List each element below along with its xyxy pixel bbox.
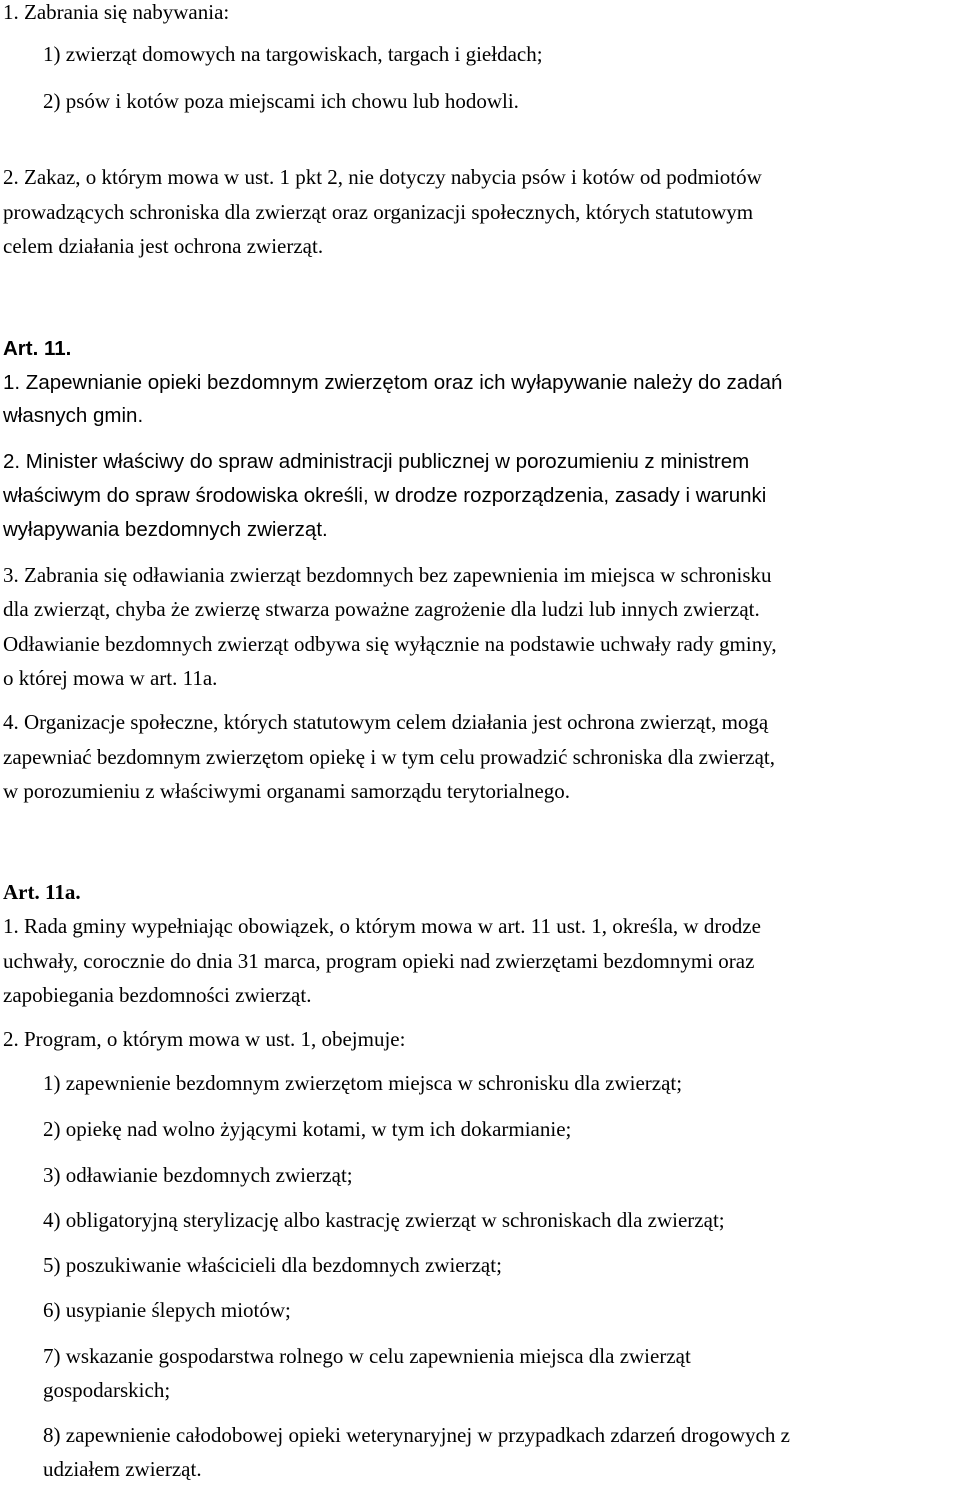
- art10-ust2-line-2: prowadzących schroniska dla zwierząt oraz organizacji społecznych, których statutowym: [3, 200, 754, 224]
- art11-ust2-line-1: 2. Minister właściwy do spraw administracji publicznej w porozumieniu z ministrem: [3, 450, 750, 473]
- art11-ust3-line-1: 3. Zabrania się odławiania zwierząt bezdomnych bez zapewnienia im miejsca w schronisku: [3, 563, 772, 587]
- art11a-ust2-item-1: 1) zapewnienie bezdomnym zwierzętom miejsca w schronisku dla zwierząt;: [43, 1071, 683, 1095]
- art11-ust4-line-1: 4. Organizacje społeczne, których statutowym celem działania jest ochrona zwierząt, mogą: [3, 710, 769, 734]
- art11a-ust2-item-7-cont: gospodarskich;: [43, 1378, 171, 1402]
- art11a-ust1-line-3: zapobiegania bezdomności zwierząt.: [3, 983, 312, 1007]
- art11-ust4-line-2: zapewniać bezdomnym zwierzętom opiekę i w tym celu prowadzić schroniska dla zwierząt,: [3, 745, 776, 769]
- art11-ust3-line-2: dla zwierząt, chyba że zwierzę stwarza poważne zagrożenie dla ludzi lub innych zwierząt.: [3, 597, 760, 621]
- art11-ust2-line-2: właściwym do spraw środowiska określi, w drodze rozporządzenia, zasady i warunki: [3, 484, 767, 507]
- art11-heading: Art. 11.: [3, 337, 72, 360]
- art10-ust2-line-3: celem działania jest ochrona zwierząt.: [3, 234, 324, 258]
- art11a-ust1-line-2: uchwały, corocznie do dnia 31 marca, program opieki nad zwierzętami bezdomnymi oraz: [3, 949, 755, 973]
- art11a-ust2-heading: 2. Program, o którym mowa w ust. 1, obejmuje:: [3, 1027, 406, 1051]
- art11-ust1-line-2: własnych gmin.: [3, 404, 144, 427]
- art11-ust3-line-4: o której mowa w art. 11a.: [3, 666, 218, 690]
- art10-ust1-item-1: 1) zwierząt domowych na targowiskach, targach i giełdach;: [43, 42, 543, 66]
- art11-ust3-line-3: Odławianie bezdomnych zwierząt odbywa się wyłącznie na podstawie uchwały rady gminy,: [3, 632, 777, 656]
- art11a-ust2-item-7: 7) wskazanie gospodarstwa rolnego w celu zapewnienia miejsca dla zwierząt: [43, 1344, 691, 1368]
- art11-ust2-line-3: wyłapywania bezdomnych zwierząt.: [3, 518, 328, 541]
- art11a-ust2-item-3: 3) odławianie bezdomnych zwierząt;: [43, 1163, 353, 1187]
- art11a-ust2-item-5: 5) poszukiwanie właścicieli dla bezdomnych zwierząt;: [43, 1253, 502, 1277]
- art11a-ust2-item-2: 2) opiekę nad wolno żyjącymi kotami, w tym ich dokarmianie;: [43, 1117, 572, 1141]
- art11a-heading: Art. 11a.: [3, 880, 81, 904]
- art10-ust1-heading: 1. Zabrania się nabywania:: [3, 0, 230, 24]
- art10-ust1-item-2: 2) psów i kotów poza miejscami ich chowu lub hodowli.: [43, 89, 519, 113]
- art11a-ust2-item-4: 4) obligatoryjną sterylizację albo kastrację zwierząt w schroniskach dla zwierząt;: [43, 1208, 725, 1232]
- art11a-ust1-line-1: 1. Rada gminy wypełniając obowiązek, o którym mowa w art. 11 ust. 1, określa, w drodze: [3, 914, 761, 938]
- art11a-ust2-item-6: 6) usypianie ślepych miotów;: [43, 1298, 291, 1322]
- art11-ust4-line-3: w porozumieniu z właściwymi organami samorządu terytorialnego.: [3, 779, 571, 803]
- art10-ust2-line-1: 2. Zakaz, o którym mowa w ust. 1 pkt 2, nie dotyczy nabycia psów i kotów od podmiotów: [3, 165, 762, 189]
- art11a-ust2-item-8-cont: udziałem zwierząt.: [43, 1457, 202, 1481]
- art11-ust1-line-1: 1. Zapewnianie opieki bezdomnym zwierzętom oraz ich wyłapywanie należy do zadań: [3, 371, 783, 394]
- art11a-ust2-item-8: 8) zapewnienie całodobowej opieki weterynaryjnej w przypadkach zdarzeń drogowych z: [43, 1423, 790, 1447]
